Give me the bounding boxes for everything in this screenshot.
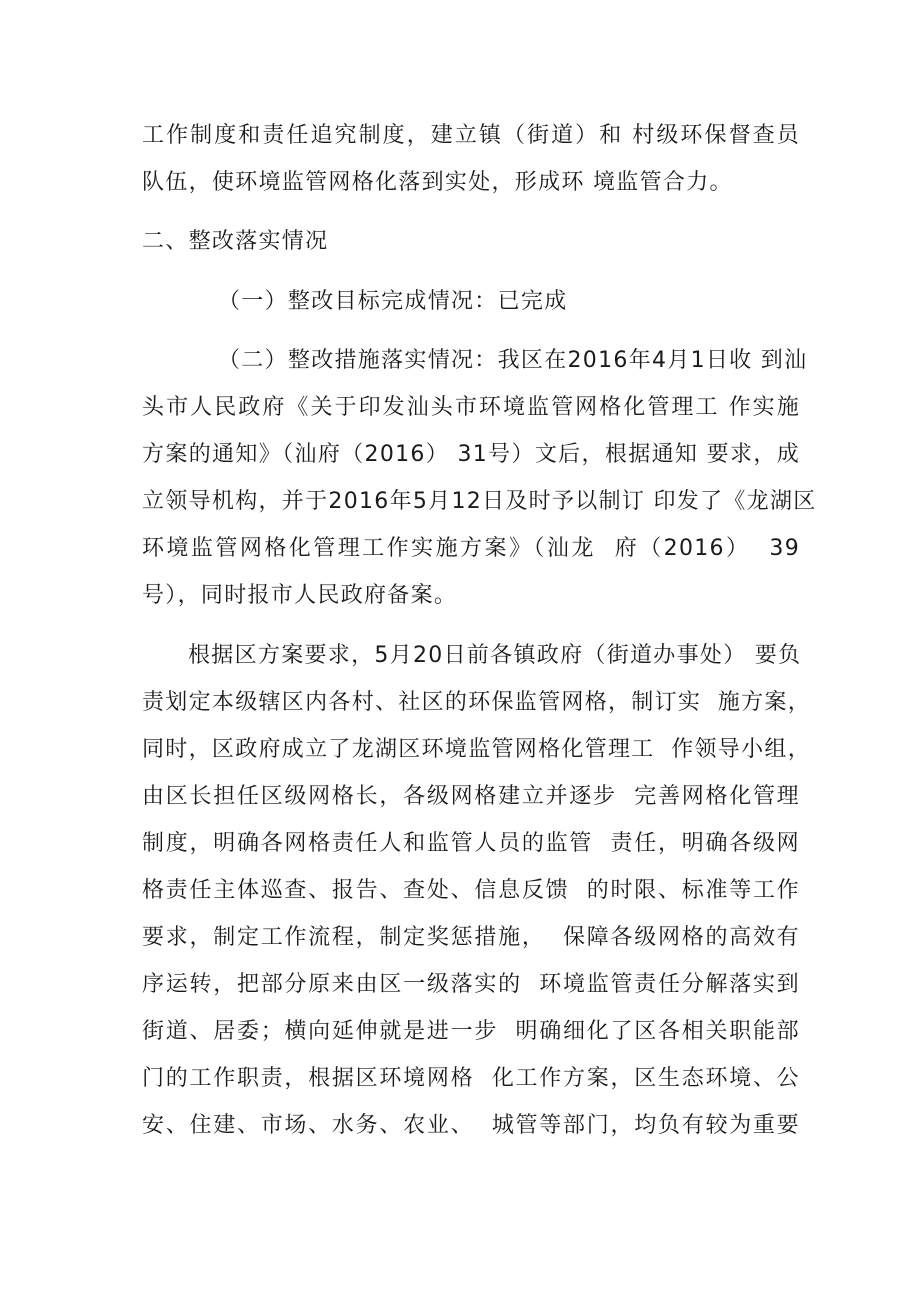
paragraph-line: 要求，制定工作流程，制定奖惩措施， 保障各级网格的高效有 xyxy=(142,925,800,950)
paragraph-line: 街道、居委；横向延伸就是进一步 明确细化了区各相关职能部 xyxy=(142,1019,800,1044)
section-heading: 二、整改落实情况 xyxy=(142,229,329,254)
paragraph-line: 队伍，使环境监管网格化落到实处，形成环 境监管合力。 xyxy=(142,170,733,195)
paragraph-line: 格责任主体巡查、报告、查处、信息反馈 的时限、标准等工作 xyxy=(142,878,800,903)
subsection-item-1: （一）整改目标完成情况：已完成 xyxy=(218,289,568,314)
paragraph-line: 根据区方案要求，5月20日前各镇政府（街道办事处） 要负 xyxy=(188,643,802,668)
paragraph-line: 序运转，把部分原来由区一级落实的 环境监管责任分解落实到 xyxy=(142,972,800,997)
paragraph-line: （二）整改措施落实情况：我区在2016年4月1日收 到汕 xyxy=(218,348,808,373)
paragraph-line: 方案的通知》（汕府（2016） 31号）文后，根据通知 要求，成 xyxy=(142,442,800,467)
paragraph-line: 环境监管网格化管理工作实施方案》（汕龙 府（2016） 39 xyxy=(142,536,800,561)
paragraph-line: 立领导机构，并于2016年5月12日及时予以制订 印发了《龙湖区 xyxy=(142,489,817,514)
paragraph-line: 责划定本级辖区内各村、社区的环保监管网格，制订实 施方案， xyxy=(142,690,811,715)
paragraph-line: 由区长担任区级网格长，各级网格建立并逐步 完善网格化管理 xyxy=(142,784,800,809)
paragraph-line: 工作制度和责任追究制度，建立镇（街道）和 村级环保督查员 xyxy=(142,123,800,148)
paragraph-line: 同时，区政府成立了龙湖区环境监管网格化管理工 作领导小组， xyxy=(142,737,811,762)
paragraph-line: 门的工作职责，根据区环境网格 化工作方案，区生态环境、公 xyxy=(142,1066,800,1091)
paragraph-line: 制度，明确各网格责任人和监管人员的监管 责任，明确各级网 xyxy=(142,831,800,856)
paragraph-line: 头市人民政府《关于印发汕头市环境监管网格化管理工 作实施 xyxy=(142,395,800,420)
paragraph-line: 安、住建、市场、水务、农业、 城管等部门，均负有较为重要 xyxy=(142,1113,800,1138)
paragraph-line: 号），同时报市人民政府备案。 xyxy=(142,583,458,608)
